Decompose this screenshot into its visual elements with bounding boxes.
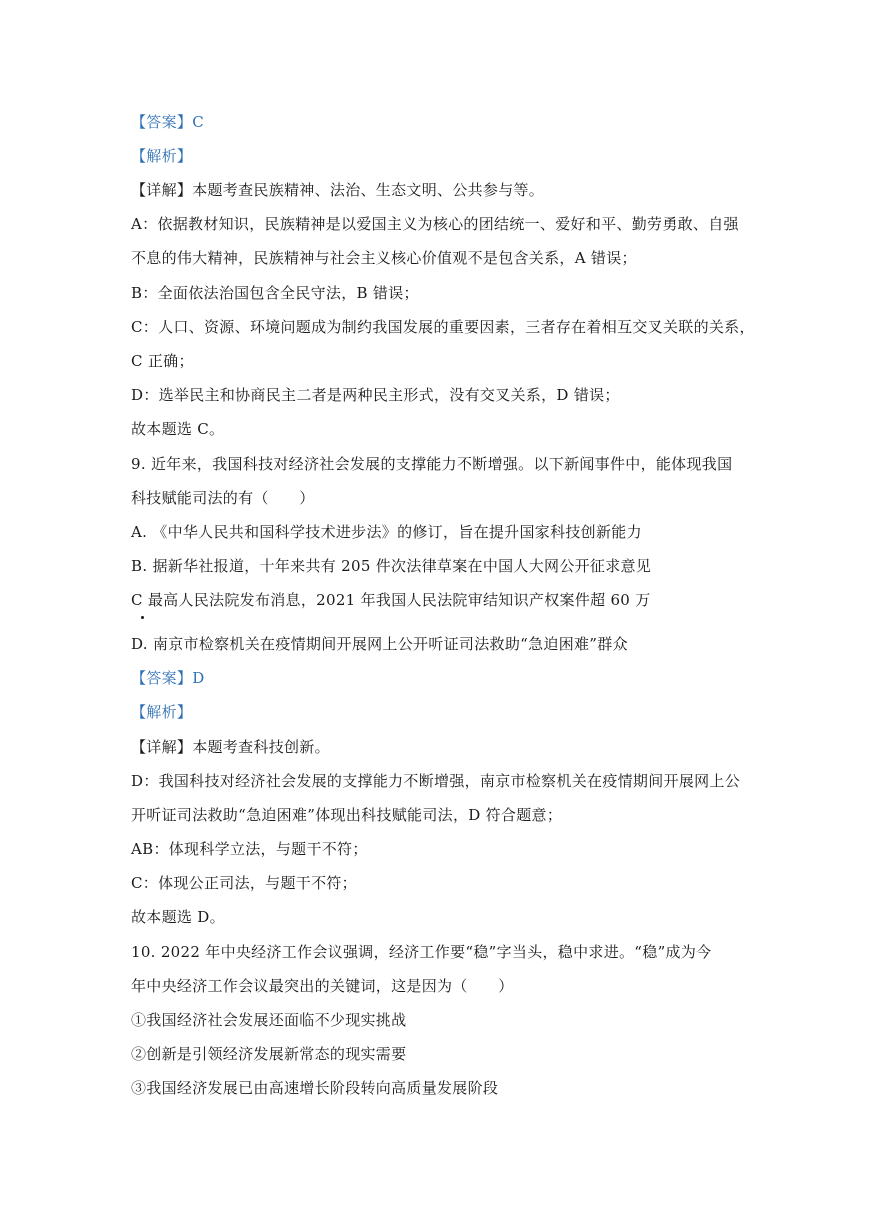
question-9-option-a: A. 《中华人民共和国科学技术进步法》的修订，旨在提升国家科技创新能力 xyxy=(131,523,642,541)
question-9-stem: 科技赋能司法的有（ ） xyxy=(131,489,315,507)
detail-line: C：体现公正司法，与题干不符； xyxy=(131,874,357,892)
detail-line: D：我国科技对经济社会发展的支撑能力不断增强，南京市检察机关在疫情期间开展网上公 xyxy=(131,772,741,790)
question-9-stem: 9. 近年来，我国科技对经济社会发展的支撑能力不断增强。以下新闻事件中，能体现我国 xyxy=(131,455,733,473)
detail-line: 开听证司法救助“急迫困难”体现出科技赋能司法，D 符合题意； xyxy=(131,806,563,824)
detail-line: AB：体现科学立法，与题干不符； xyxy=(131,840,368,858)
detail-line: C 正确； xyxy=(131,352,194,370)
detail-line: A：依据教材知识，民族精神是以爱国主义为核心的团结统一、爱好和平、勤劳勇敢、自强 xyxy=(131,215,739,233)
question-10-stem: 年中央经济工作会议最突出的关键词，这是因为（ ） xyxy=(131,977,514,995)
detail-line: D：选举民主和协商民主二者是两种民主形式，没有交叉关系，D 错误； xyxy=(131,386,620,404)
question-10-stem: 10. 2022 年中央经济工作会议强调，经济工作要“稳”字当头，稳中求进。“稳”成为今 xyxy=(131,943,712,961)
stray-dot-mark xyxy=(141,616,144,619)
conclusion-line: 故本题选 D。 xyxy=(131,908,225,926)
question-10-item-3: ③我国经济发展已由高速增长阶段转向高质量发展阶段 xyxy=(131,1079,499,1097)
conclusion-line: 故本题选 C。 xyxy=(131,420,225,438)
answer-label-q9: 【答案】D xyxy=(131,669,205,687)
question-9-option-d: D. 南京市检察机关在疫情期间开展网上公开听证司法救助“急迫困难”群众 xyxy=(131,635,628,653)
detail-line: C：人口、资源、环境问题成为制约我国发展的重要因素，三者存在着相互交叉关联的关系， xyxy=(131,318,755,336)
question-9-option-b: B. 据新华社报道，十年来共有 205 件次法律草案在中国人大网公开征求意见 xyxy=(131,557,652,575)
analysis-label-q8: 【解析】 xyxy=(131,147,193,165)
detail-line: 不息的伟大精神，民族精神与社会主义核心价值观不是包含关系，A 错误； xyxy=(131,249,637,267)
detail-line: 【详解】本题考查民族精神、法治、生态文明、公共参与等。 xyxy=(131,181,545,199)
answer-label-q8: 【答案】C xyxy=(131,113,204,131)
question-10-item-2: ②创新是引领经济发展新常态的现实需要 xyxy=(131,1045,407,1063)
question-9-option-c: C 最高人民法院发布消息，2021 年我国人民法院审结知识产权案件超 60 万 xyxy=(131,591,651,609)
detail-line: B：全面依法治国包含全民守法，B 错误； xyxy=(131,284,419,302)
detail-line: 【详解】本题考查科技创新。 xyxy=(131,738,330,756)
question-10-item-1: ①我国经济社会发展还面临不少现实挑战 xyxy=(131,1011,407,1029)
analysis-label-q9: 【解析】 xyxy=(131,703,193,721)
